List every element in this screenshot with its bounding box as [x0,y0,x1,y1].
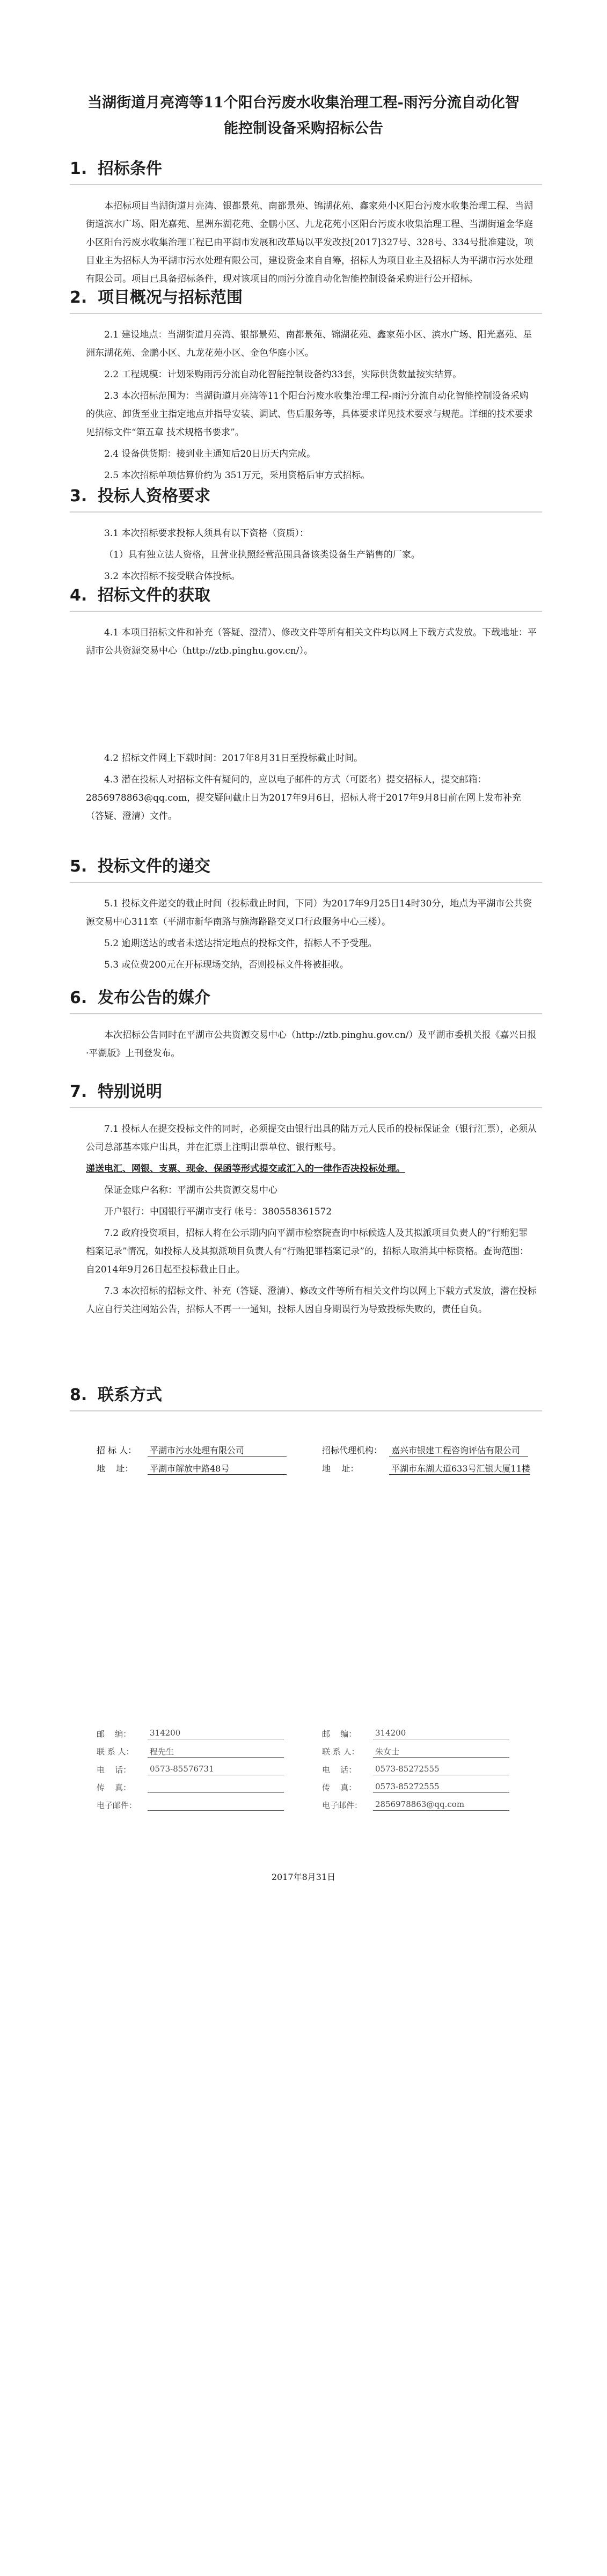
section-heading: 6. 发布公告的媒介 [70,987,542,1014]
section-heading: 7. 特别说明 [70,1081,542,1108]
contact-table-bottom: 邮 编： 314200 邮 编： 314200 联 系 人： 程先生 联 系 人： 朱女士 电 话： 0573-85576731 电 话： 0573-85272555 传 真： 传 真： 0573-85272555 电子邮件： 电子邮件： 2856978863@qq.com [97,1728,547,1817]
paragraph: 2.5 本次招标单项估算价约为 351万元，采用资格后审方式招标。 [104,470,370,481]
section-heading: 3. 投标人资格要求 [70,486,542,513]
contact-row: 招 标 人： 平湖市污水处理有限公司 招标代理机构： 嘉兴市银建工程咨询评估有限公司 [97,1444,547,1457]
paragraph: 本次招标公告同时在平湖市公共资源交易中心（http://ztb.pinghu.gov.cn/）及平湖市委机关报《嘉兴日报·平湖版》上刊登发布。 [86,1030,537,1059]
paragraph: 7.3 本次招标的招标文件、补充（答疑、澄清）、修改文件等所有相关文件均以网上下载方式发放，潜在投标人应自行关注网站公告，招标人不再一一通知，投标人因自身期误行为导致投标失败的，责任自负。 [86,1286,537,1315]
paragraph: 5.1 投标文件递交的截止时间（投标截止时间，下同）为2017年9月25日14时30分，地点为平湖市公共资源交易中心311室（平湖市新华南路与施海路路交叉口行政服务中心三楼）。 [86,898,532,927]
tenderer-name: 平湖市污水处理有限公司 [148,1444,287,1457]
section-tender-conditions [70,158,542,291]
agency-name: 嘉兴市银建工程咨询评估有限公司 [389,1444,528,1457]
section-heading: 8. 联系方式 [70,1385,542,1411]
document-title: 当湖街道月亮湾等11个阳台污废水收集治理工程-雨污分流自动化智能控制设备采购招标公告 [87,94,520,137]
section-special-notes [70,1081,542,1322]
section-project-overview [70,287,542,488]
section-heading: 2. 项目概况与招标范围 [70,287,542,314]
section-submission [70,856,542,977]
announcement-date: 2017年8月31日 [271,1872,336,1882]
section-heading: 5. 投标文件的递交 [70,856,542,883]
paragraph: 保证金账户名称：平湖市公共资源交易中心 [104,1185,277,1196]
section-heading: 4. 招标文件的获取 [70,585,542,612]
paragraph: 2.1 建设地点：当湖街道月亮湾、银都景苑、南都景苑、锦湖花苑、鑫家苑小区、滨水广场、阳光嘉苑、星洲东湖花苑、金鹏小区、九龙花苑小区、金色华庭小区。 [86,330,532,358]
paragraph: （1）具有独立法人资格，且营业执照经营范围具备该类设备生产销售的厂家。 [104,550,420,560]
paragraph: 5.2 逾期送达的或者未送达指定地点的投标文件，招标人不予受理。 [104,938,377,949]
section-bidder-qualification [70,486,542,589]
paragraph: 3.1 本次招标要求投标人须具有以下资格（资质）： [104,528,309,539]
tenderer-address: 平湖市解放中路48号 [148,1462,287,1475]
section-obtain-documents [70,585,542,829]
paragraph: 7.2 政府投资项目，招标人将在公示期内向平湖市检察院查询中标候选人及其拟派项目负责人的“行贿犯罪档案记录”情况，如投标人及其拟派项目负责人有“行贿犯罪档案记录”的，招标人取消其中标资格。查询范围：自2014年9月26日起至投标截止日止。 [86,1228,529,1275]
paragraph: 3.2 本次招标不接受联合体投标。 [104,571,240,582]
agency-address: 平湖市东湖大道633号汇银大厦11楼 [389,1462,530,1475]
paragraph: 本招标项目当湖街道月亮湾、银都景苑、南都景苑、锦湖花苑、鑫家苑小区阳台污废水收集治理工程、当湖街道滨水广场、阳光嘉苑、星洲东湖花苑、金鹏小区、九龙花苑小区阳台污废水收集治理工程、当湖街道金华庭小区阳台污废水收集治理工程已由平湖市发展和改革局以平发改投[2017]327号、328号、334号批准建设，项目业主为招标人为平湖市污水处理有限公司，建设资金来自自筹，招标人为项目业主及招标人为平湖市污水处理有限公司。项目已具备招标条件，现对该项目的雨污分流自动化智能控制设备采购进行公开招标。 [86,201,533,284]
section-contact [70,1385,542,1423]
contact-row: 地 址： 平湖市解放中路48号 地 址： 平湖市东湖大道633号汇银大厦11楼 [97,1462,547,1475]
paragraph: 4.2 招标文件网上下载时间：2017年8月31日至投标截止时间。 [104,753,363,764]
paragraph-warning: 递送电汇、网银、支票、现金、保函等形式提交或汇入的一律作否决投标处理。 [86,1163,405,1174]
contact-table-top [97,1444,547,1480]
paragraph: 2.4 设备供货期：接到业主通知后20日历天内完成。 [104,449,316,459]
paragraph: 2.3 本次招标范围为：当湖街道月亮湾等11个阳台污废水收集治理工程-雨污分流自动化智能控制设备采购的供应、卸货至业主指定地点并指导安装、调试、售后服务等，具体要求详见技术要求与规范。详细的技术要求见招标文件“第五章 技术规格书要求”。 [86,391,533,438]
paragraph: 7.1 投标人在提交投标文件的同时，必须提交由银行出具的陆万元人民币的投标保证金（银行汇票），必须从公司总部基本账户出具，并在汇票上注明出票单位、银行账号。 [86,1124,537,1153]
section-heading: 1. 招标条件 [70,158,542,185]
paragraph: 4.1 本项目招标文件和补充（答疑、澄清）、修改文件等所有相关文件均以网上下载方式发放。下载地址：平湖市公共资源交易中心（http://ztb.pinghu.gov.cn/）。 [86,627,537,656]
paragraph: 开户银行：中国银行平湖市支行 帐号：380558361572 [104,1206,332,1217]
paragraph: 2.2 工程规模：计划采购雨污分流自动化智能控制设备约33套，实际供货数量按实结算。 [104,369,462,380]
section-publication-media [70,987,542,1066]
paragraph: 5.3 或位费200元在开标现场交纳，否则投标文件将被拒收。 [104,960,349,970]
paragraph: 4.3 潜在投标人对招标文件有疑问的，应以电子邮件的方式（可匿名）提交招标人，提交邮箱：2856978863@qq.com，提交疑问截止日为2017年9月6日，招标人将于2017年9月8日前在网上发布补充（答疑、澄清）文件。 [86,774,521,822]
